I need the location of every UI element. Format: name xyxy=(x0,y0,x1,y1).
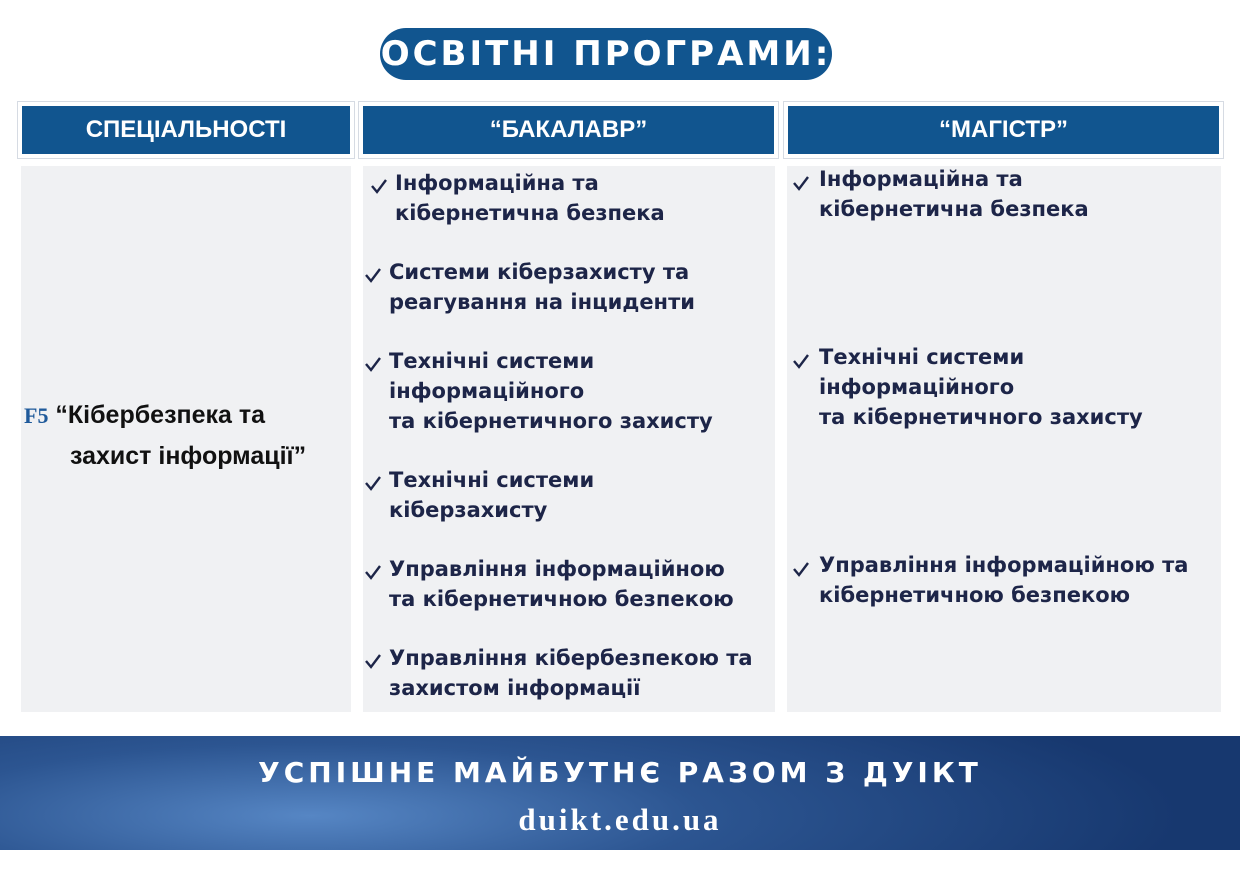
program-line: інформаційного xyxy=(819,375,1015,399)
program-line: та кібернетичною безпекою xyxy=(389,587,734,611)
program-line: Інформаційна та xyxy=(819,167,1023,191)
footer-slogan: УСПІШНЕ МАЙБУТНЄ РАЗОМ З ДУІКТ xyxy=(258,756,982,789)
specialties-cell xyxy=(21,166,351,712)
program-line: та кібернетичного захисту xyxy=(389,409,713,433)
check-mark-icon xyxy=(792,560,810,578)
bachelor-program-2 xyxy=(364,257,695,317)
page-title xyxy=(380,28,832,80)
master-program-3 xyxy=(792,550,1188,610)
bachelor-program-3 xyxy=(364,346,713,436)
bachelor-cell xyxy=(363,166,775,712)
program-line: кібернетичною безпекою xyxy=(819,583,1131,607)
check-mark-icon xyxy=(364,652,382,670)
program-line: Управління кібербезпекою та xyxy=(389,646,753,670)
header-master-label: “МАГІСТР” xyxy=(939,116,1068,143)
program-line: інформаційного xyxy=(389,379,585,403)
program-line: Інформаційна та xyxy=(395,171,599,195)
header-master xyxy=(784,102,1223,158)
check-mark-icon xyxy=(792,352,810,370)
header-bachelor-label: “БАКАЛАВР” xyxy=(489,116,648,143)
master-program-1 xyxy=(792,164,1089,224)
specialty-line-2 xyxy=(70,442,306,471)
program-line: Управління інформаційною xyxy=(389,557,725,581)
check-mark-icon xyxy=(364,474,382,492)
program-line: та кібернетичного захисту xyxy=(819,405,1143,429)
header-specialties-label: СПЕЦІАЛЬНОСТІ xyxy=(85,116,287,143)
program-line: захистом інформації xyxy=(389,676,641,700)
program-line: кіберзахисту xyxy=(389,498,548,522)
check-mark-icon xyxy=(370,177,388,195)
check-mark-icon xyxy=(364,563,382,581)
program-line: Управління інформаційною та xyxy=(819,553,1189,577)
check-mark-icon xyxy=(364,266,382,284)
check-mark-icon xyxy=(792,174,810,192)
page-title-text: ОСВІТНІ ПРОГРАМИ: xyxy=(380,34,832,74)
bachelor-program-5 xyxy=(364,554,734,614)
program-line: кібернетична безпека xyxy=(395,201,665,225)
header-bachelor xyxy=(359,102,778,158)
master-program-2 xyxy=(792,342,1143,432)
program-line: реагування на інциденти xyxy=(389,290,695,314)
footer-website-link[interactable]: duikt.edu.ua xyxy=(518,802,722,837)
program-line: Технічні системи xyxy=(389,349,595,373)
master-cell xyxy=(787,166,1221,712)
check-mark-icon xyxy=(364,355,382,373)
specialty-code: F5 xyxy=(24,403,49,428)
specialty-name-part-1: “Кібербезпека та xyxy=(55,401,266,429)
program-line: Технічні системи xyxy=(389,468,595,492)
bachelor-program-1 xyxy=(368,168,665,228)
bachelor-program-6 xyxy=(364,643,753,703)
program-line: Технічні системи xyxy=(819,345,1025,369)
program-line: Системи кіберзахисту та xyxy=(389,260,690,284)
program-line: кібернетична безпека xyxy=(819,197,1089,221)
header-specialties xyxy=(18,102,354,158)
bachelor-program-4 xyxy=(364,465,594,525)
specialty-line-1 xyxy=(24,401,265,430)
specialty-name-part-2: захист інформації” xyxy=(70,442,307,470)
